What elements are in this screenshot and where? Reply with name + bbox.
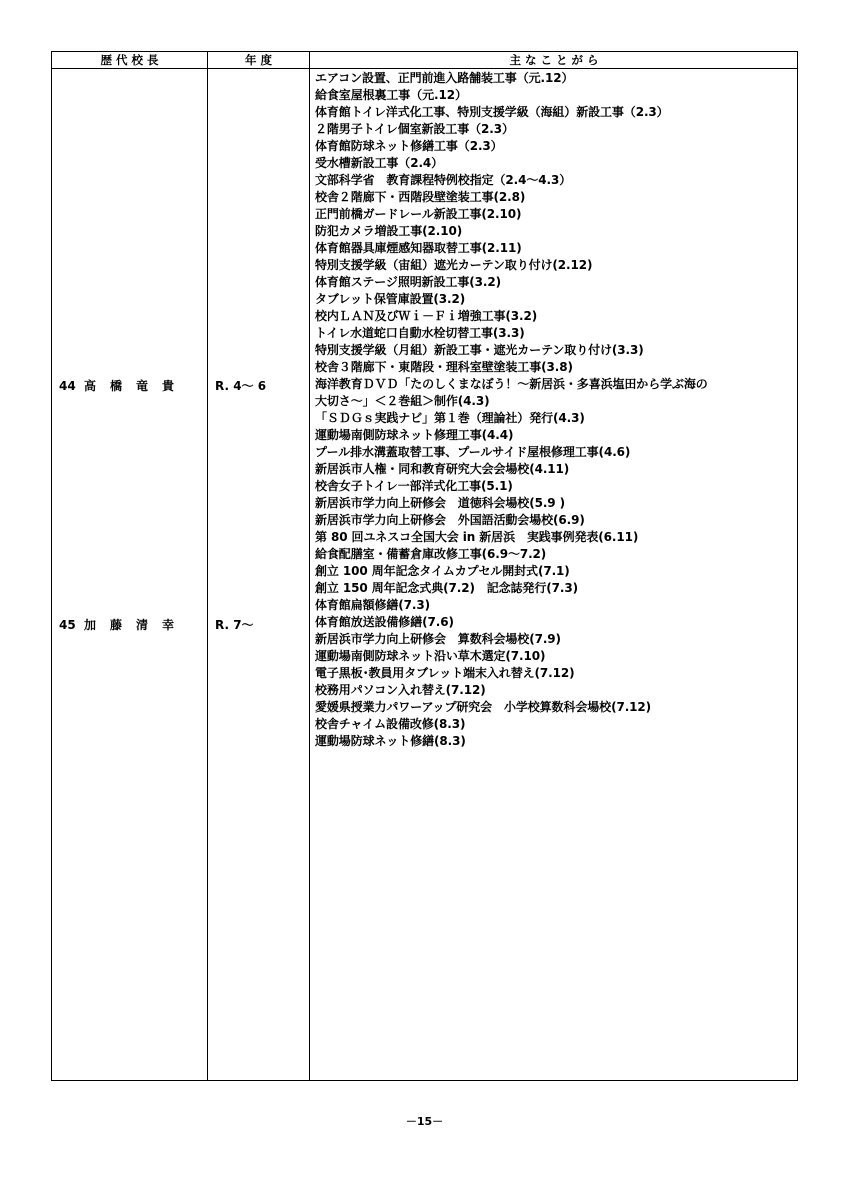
event-item: 正門前橋ガードレール新設工事(2.10) — [315, 207, 522, 221]
event-item: 校舎３階廊下・東階段・理科室壁塗装工事(3.8) — [315, 360, 573, 374]
event-item: 愛媛県授業力パワーアップ研究会 小学校算数科会場校(7.12) — [315, 700, 652, 714]
history-table — [51, 51, 798, 1081]
event-item: 体育館放送設備修繕(7.6) — [315, 615, 454, 629]
header-divider — [52, 68, 797, 69]
name-char: 藤 — [110, 618, 123, 632]
event-item: トイレ水道蛇口自動水栓切替工事(3.3) — [315, 326, 525, 340]
event-item: 創立 100 周年記念タイムカプセル開封式(7.1) — [315, 564, 570, 578]
event-item: 運動場南側防球ネット修理工事(4.4) — [315, 428, 514, 442]
name-char: 高 — [84, 379, 97, 393]
event-item: 防犯カメラ増設工事(2.10) — [315, 224, 463, 238]
principal-44-term: R. 4～ 6 — [215, 379, 267, 393]
event-item: 体育館トイレ洋式化工事、特別支援学級（海組）新設工事（2.3） — [315, 105, 669, 119]
name-char: 幸 — [162, 618, 175, 632]
event-item: 運動場防球ネット修繕(8.3) — [315, 734, 466, 748]
event-item: 「ＳＤＧｓ実践ナビ」第１巻（理論社）発行(4.3) — [315, 411, 585, 425]
event-item: 受水槽新設工事（2.4） — [315, 156, 444, 170]
column-divider — [207, 52, 208, 1080]
event-item: 電子黒板･教員用タブレット端末入れ替え(7.12) — [315, 666, 575, 680]
event-item: 特別支援学級（宙組）遮光カーテン取り付け(2.12) — [315, 258, 593, 272]
name-char: 清 — [136, 618, 149, 632]
principal-44-name — [59, 378, 199, 394]
name-char: 橋 — [110, 379, 123, 393]
header-principal: 歴 代 校 長 — [100, 53, 159, 67]
header-year: 年 度 — [244, 53, 272, 67]
event-item: 校務用パソコン入れ替え(7.12) — [315, 683, 486, 697]
principal-number: 45 — [59, 618, 76, 632]
event-item: 校内ＬＡＮ及びＷｉ－Ｆｉ増強工事(3.2) — [315, 309, 538, 323]
event-item: 新居浜市人権・同和教育研究大会会場校(4.11) — [315, 462, 570, 476]
event-item: 運動場南側防球ネット沿い草木選定(7.10) — [315, 649, 546, 663]
event-item: 校舎チャイム設備改修(8.3) — [315, 717, 466, 731]
name-char: 加 — [84, 618, 97, 632]
event-item: 体育館扁額修繕(7.3) — [315, 598, 431, 612]
event-item: プール排水溝蓋取替工事、プールサイド屋根修理工事(4.6) — [315, 445, 631, 459]
event-item: 海洋教育ＤＶＤ「たのしくまなぼう！～新居浜・多喜浜塩田から学ぶ海の — [315, 377, 708, 391]
column-divider — [309, 52, 310, 1080]
event-item: タブレット保管庫設置(3.2) — [315, 292, 466, 306]
event-item: 校舎女子トイレ一部洋式化工事(5.1) — [315, 479, 513, 493]
event-item: 新居浜市学力向上研修会 外国語活動会場校(6.9) — [315, 513, 585, 527]
event-item: 体育館ステージ照明新設工事(3.2) — [315, 275, 501, 289]
event-item: 大切さ～」＜２巻組＞制作(4.3) — [315, 394, 490, 408]
event-item: 第 80 回ユネスコ全国大会 in 新居浜 実践事例発表(6.11) — [315, 530, 639, 544]
event-item: 創立 150 周年記念式典(7.2) 記念誌発行(7.3) — [315, 581, 578, 595]
event-item: 給食室屋根裏工事（元.12） — [315, 88, 467, 102]
name-char: 竜 — [136, 379, 149, 393]
event-item: 特別支援学級（月組）新設工事・遮光カーテン取り付け(3.3) — [315, 343, 644, 357]
header-events: 主 な こ と が ら — [509, 53, 599, 67]
event-item: 体育館器具庫煙感知器取替工事(2.11) — [315, 241, 522, 255]
principal-45-term: R. 7～ — [215, 618, 254, 632]
principal-number: 44 — [59, 379, 76, 393]
event-item: エアコン設置、正門前進入路舗装工事（元.12） — [315, 71, 574, 85]
event-item: 新居浜市学力向上研修会 算数科会場校(7.9) — [315, 632, 561, 646]
event-item: ２階男子トイレ個室新設工事（2.3） — [315, 122, 514, 136]
event-item: 新居浜市学力向上研修会 道徳科会場校(5.9 ) — [315, 496, 566, 510]
page-number: －15－ — [405, 1115, 444, 1128]
event-item: 体育館防球ネット修繕工事（2.3） — [315, 139, 503, 153]
principal-45-name — [59, 617, 199, 633]
name-char: 貴 — [162, 379, 175, 393]
event-item: 給食配膳室・備蓄倉庫改修工事(6.9～7.2) — [315, 547, 547, 561]
event-item: 校舎２階廊下・西階段壁塗装工事(2.8) — [315, 190, 526, 204]
event-item: 文部科学省 教育課程特例校指定（2.4～4.3） — [315, 173, 572, 187]
events-list — [315, 70, 795, 750]
